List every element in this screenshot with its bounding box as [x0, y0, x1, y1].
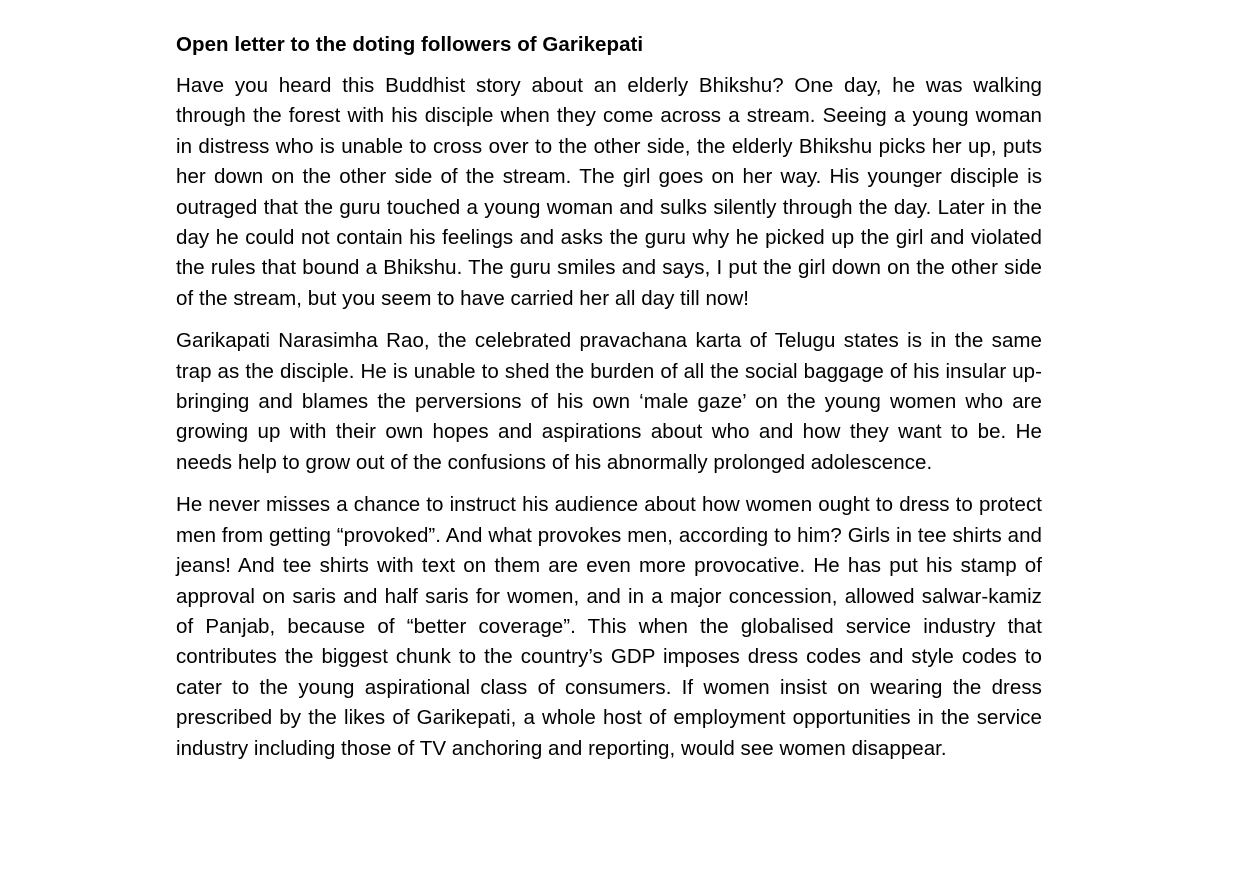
document-title: Open letter to the doting followers of Garikepati	[176, 33, 644, 56]
paragraph-bhikshu-story: Have you heard this Buddhist story about an elderly Bhikshu? One day, he was walking through the forest with his disciple when they come across a stream. Seeing a young woman in distress who is unable to cross over to the other side, the elderly Bhikshu picks her up, puts her down on the other side of the stream. The girl goes on her way. His younger disciple is outraged that the guru touched a young woman and sulks silently through the day. Later in the day he could not contain his feelings and asks the guru why he picked up the girl and violated the rules that bound a Bhikshu. The guru smiles and says, I put the girl down on the other side of the stream, but you seem to have carried her all day till now!	[176, 74, 1042, 310]
document-page	[176, 30, 1042, 776]
paragraph-garikapati-trap: Garikapati Narasimha Rao, the celebrated pravachana karta of Telugu states is in the same trap as the disciple. He is unable to shed the burden of all the social baggage of his insular up-bringing and blames the perversions of his own ‘male gaze’ on the young women who are growing up with their own hopes and aspirations about who and how they want to be. He needs help to grow out of the confusions of his abnormally prolonged adolescence.	[176, 329, 1042, 474]
paragraph-dress-codes: He never misses a chance to instruct his audience about how women ought to dress to protect men from getting “provoked”. And what provokes men, according to him? Girls in tee shirts and jeans! And tee shirts with text on them are even more provocative. He has put his stamp of approval on saris and half saris for women, and in a major concession, allowed salwar-kamiz of Panjab, because of “better coverage”. This when the globalised service industry that contributes the biggest chunk to the country’s GDP imposes dress codes and style codes to cater to the young aspirational class of consumers. If women insist on wearing the dress prescribed by the likes of Garikepati, a whole host of employment opportunities in the service industry including those of TV anchoring and reporting, would see women disappear.	[176, 493, 1042, 760]
